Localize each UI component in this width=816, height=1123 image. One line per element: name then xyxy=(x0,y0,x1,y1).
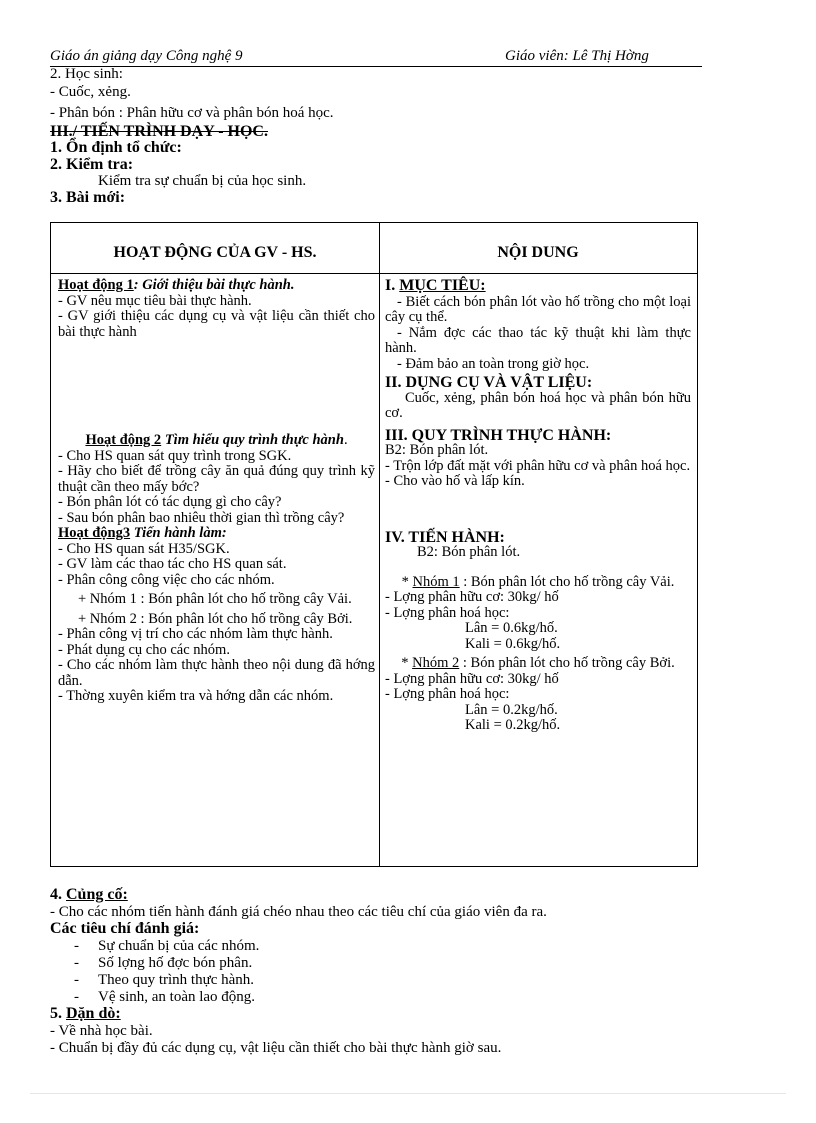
text-line: - Biết cách bón phân lót vào hố trồng cho một loại cây cụ thể. xyxy=(385,293,691,325)
group-star: * xyxy=(401,573,413,590)
criteria-item: Vệ sinh, an toàn lao động. xyxy=(98,989,256,1005)
students-heading: 2. Học sinh: xyxy=(50,66,123,82)
text-line: - Thờng xuyên kiểm tra và hớng dẫn các nhóm. xyxy=(58,688,334,704)
text-line: - Lợng phân hữu cơ: 30kg/ hố xyxy=(385,589,559,605)
criteria-item: Số lợng hố đợc bón phân. xyxy=(98,955,253,971)
table-header-content: NỘI DUNG xyxy=(497,244,579,261)
criteria-dash: - xyxy=(74,972,79,988)
text-line: - Chuẩn bị đầy đủ các dụng cụ, vật liệu cần thiết cho bài thực hành giờ sau. xyxy=(50,1040,502,1056)
text-line: - Lợng phân hoá học: xyxy=(385,604,510,621)
activity-title: Hoạt động 2 xyxy=(85,432,162,448)
content-cell xyxy=(385,278,691,734)
section-title: II. DỤNG CỤ VÀ VẬT LIỆU: xyxy=(385,374,593,391)
section-title: IV. TIẾN HÀNH: xyxy=(385,528,505,546)
activity-subtitle: Tiến hành làm: xyxy=(130,525,227,541)
step-heading: 2. Kiểm tra: xyxy=(50,156,134,173)
activity-title: Hoạt động3 xyxy=(58,525,131,541)
step-heading: 1. Ổn định tổ chức: xyxy=(50,139,182,156)
activity-subtitle: Tìm hiểu quy trình thực hành xyxy=(161,432,344,448)
header-course: Giáo án giảng dạy Công nghệ 9 xyxy=(50,48,243,64)
text-line: Cuốc, xẻng, phân bón hoá học và phân bón hữu cơ. xyxy=(385,389,691,421)
section-number: 4. xyxy=(50,886,66,903)
activities-cell xyxy=(58,278,375,705)
section-heading: III./ TIẾN TRÌNH DẠY - HỌC. xyxy=(50,123,268,140)
table-divider xyxy=(51,273,697,274)
text-line: Lân = 0.6kg/hố. xyxy=(465,620,558,636)
group-text: : Bón phân lót cho hố trồng cây Bởi. xyxy=(459,655,675,671)
section-title: MỤC TIÊU: xyxy=(399,277,486,294)
text-line: - Về nhà học bài. xyxy=(50,1023,153,1039)
criteria-heading: Các tiêu chí đánh giá: xyxy=(50,920,200,937)
text-line: - Cho các nhóm tiến hành đánh giá chéo nhau theo các tiêu chí của giáo viên đa ra. xyxy=(50,904,547,920)
text-line: - Cho HS quan sát quy trình trong SGK. xyxy=(58,447,292,464)
text-line: - GV giới thiệu các dụng cụ và vật liệu cần thiết cho bài thực hành xyxy=(58,308,375,340)
text-line: + Nhóm 1 : Bón phân lót cho hố trồng cây Vải. xyxy=(78,591,352,607)
text-line: - Nắm đợc các thao tác kỹ thuật khi làm thực hành. xyxy=(385,324,691,356)
group-label: Nhóm 1 xyxy=(412,573,460,590)
activity-title: Hoạt động 1 xyxy=(58,277,134,293)
section-title: III. QUY TRÌNH THỰC HÀNH: xyxy=(385,426,612,444)
group-text: : Bón phân lót cho hố trồng cây Vải. xyxy=(459,573,675,590)
section-number: 5. xyxy=(50,1005,66,1022)
table-divider xyxy=(379,223,380,866)
header-teacher: Giáo viên: Lê Thị Hờng xyxy=(505,48,649,64)
text-line: - Phân công vị trí cho các nhóm làm thực hành. xyxy=(58,626,333,642)
text-line: - Cho HS quan sát H35/SGK. xyxy=(58,540,230,557)
section-title: Dặn dò: xyxy=(66,1005,121,1022)
text-line: Lân = 0.2kg/hố. xyxy=(465,701,558,718)
activity-dot: . xyxy=(343,432,348,448)
text-line: Kali = 0.2kg/hố. xyxy=(465,717,561,733)
page-header xyxy=(50,46,702,67)
text-line: Kali = 0.6kg/hố. xyxy=(465,635,561,652)
text-line: - Lợng phân hoá học: xyxy=(385,686,510,702)
criteria-dash: - xyxy=(74,938,79,954)
material-item: - Phân bón : Phân hữu cơ và phân bón hoá học. xyxy=(50,105,334,121)
group-star: * xyxy=(401,655,413,671)
text-line: + Nhóm 2 : Bón phân lót cho hố trồng cây Bởi. xyxy=(78,610,353,627)
group-label: Nhóm 2 xyxy=(412,655,460,671)
section-title: Củng cố: xyxy=(66,886,128,903)
text-line: - Cho vào hố và lấp kín. xyxy=(385,473,525,489)
text-line: - Cho các nhóm làm thực hành theo nội dung đã hớng dẫn. xyxy=(58,657,375,689)
criteria-item: Sự chuẩn bị của các nhóm. xyxy=(98,938,260,954)
activity-subtitle: : Giới thiệu bài thực hành. xyxy=(133,277,295,293)
criteria-dash: - xyxy=(74,989,79,1005)
page-edge-divider xyxy=(30,1093,786,1094)
table-header-activities: HOẠT ĐỘNG CỦA GV - HS. xyxy=(113,244,317,261)
text-line: - Bón phân lót có tác dụng gì cho cây? xyxy=(58,494,282,510)
text-line: - Lợng phân hữu cơ: 30kg/ hố xyxy=(385,670,559,687)
text-line: B2: Bón phân lót. xyxy=(385,442,489,458)
criteria-item: Theo quy trình thực hành. xyxy=(98,972,255,988)
lesson-table xyxy=(50,222,698,867)
step-heading: 3. Bài mới: xyxy=(50,189,126,206)
text-line: - Phát dụng cụ cho các nhóm. xyxy=(58,641,230,658)
section-number: I. xyxy=(385,277,400,294)
text-line: - Trộn lớp đất mặt với phân hữu cơ và phân hoá học. xyxy=(385,457,691,474)
text-line: - Hãy cho biết để trồng cây ăn quả đúng quy trình kỹ thuật cần theo mấy bớc? xyxy=(58,463,375,495)
text-line: B2: Bón phân lót. xyxy=(417,544,521,560)
criteria-dash: - xyxy=(74,955,79,971)
text-line: - Phân công công việc cho các nhóm. xyxy=(58,571,275,588)
material-item: - Cuốc, xẻng. xyxy=(50,84,131,100)
text-line: - GV làm các thao tác cho HS quan sát. xyxy=(58,556,287,572)
text-line: - Đảm bảo an toàn trong giờ học. xyxy=(397,355,590,372)
step-text: Kiểm tra sự chuẩn bị của học sinh. xyxy=(98,173,307,189)
text-line: - Sau bón phân bao nhiêu thời gian thì trồng cây? xyxy=(58,509,345,526)
text-line: - GV nêu mục tiêu bài thực hành. xyxy=(58,292,252,309)
